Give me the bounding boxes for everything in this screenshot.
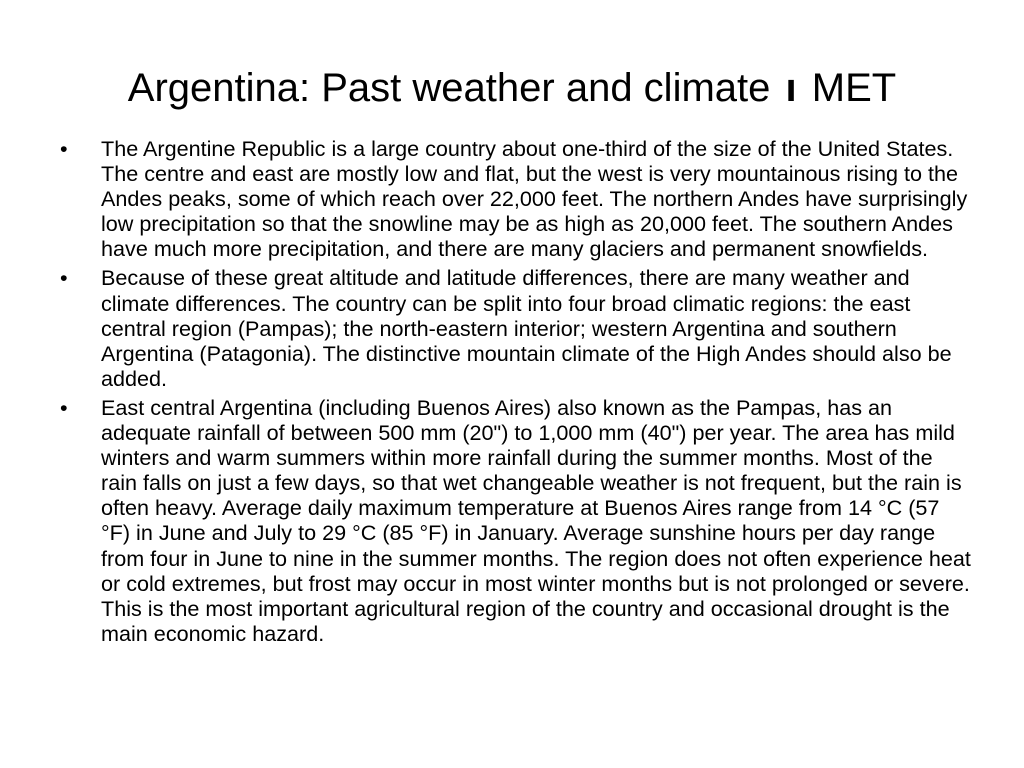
bullet-item (60, 265, 972, 390)
bullet-text: The Argentine Republic is a large country about one-third of the size of the United States. The centre and east are mostly low and flat, but the west is very mountainous rising to the Andes peaks, some of which reach over 22,000 feet. The northern Andes have surprisingly low precipitation so that the snowline may be as high as 20,000 feet. The southern Andes have much more precipitation, and there are many glaciers and permanent snowfields. (101, 136, 968, 262)
slide-title (0, 62, 1024, 114)
bullet-text: Because of these great altitude and latitude differences, there are many weather and climate differences. The country can be split into four broad climatic regions: the east central region (Pampas); the north-eastern interior; western Argentina and southern Argentina (Patagonia). The distinctive mountain climate of the High Andes should also be added. (101, 265, 952, 391)
bullet-item (60, 136, 972, 261)
bullet-marker: • (60, 394, 68, 420)
title-main-text: Argentina: Past weather and climate (127, 66, 771, 110)
bullet-marker: • (60, 136, 68, 161)
title-separator: ı (785, 66, 797, 110)
bullet-text: East central Argentina (including Buenos Aires) also known as the Pampas, has an adequate rainfall of between 500 mm (20") to 1,000 mm (40") per year. The area has mild winters and warm summers within more rainfall during the summer months. Most of the rain falls on just a few days, so that wet changeable weather is not frequent, but the rain is often heavy. Average daily maximum temperature at Buenos Aires range from 14 °C (57 °F) in June and July to 29 °C (85 °F) in January. Average sunshine hours per day range from four in June to nine in the summer months. The region does not often experience heat or cold extremes, but frost may occur in most winter months but is not prolonged or severe. This is the most important agricultural region of the country and occasional drought is the main economic hazard. (101, 394, 971, 646)
bullet-item (60, 395, 972, 646)
bullet-list (60, 136, 972, 650)
bullet-marker: • (60, 265, 68, 291)
title-suffix: MET (811, 66, 897, 110)
